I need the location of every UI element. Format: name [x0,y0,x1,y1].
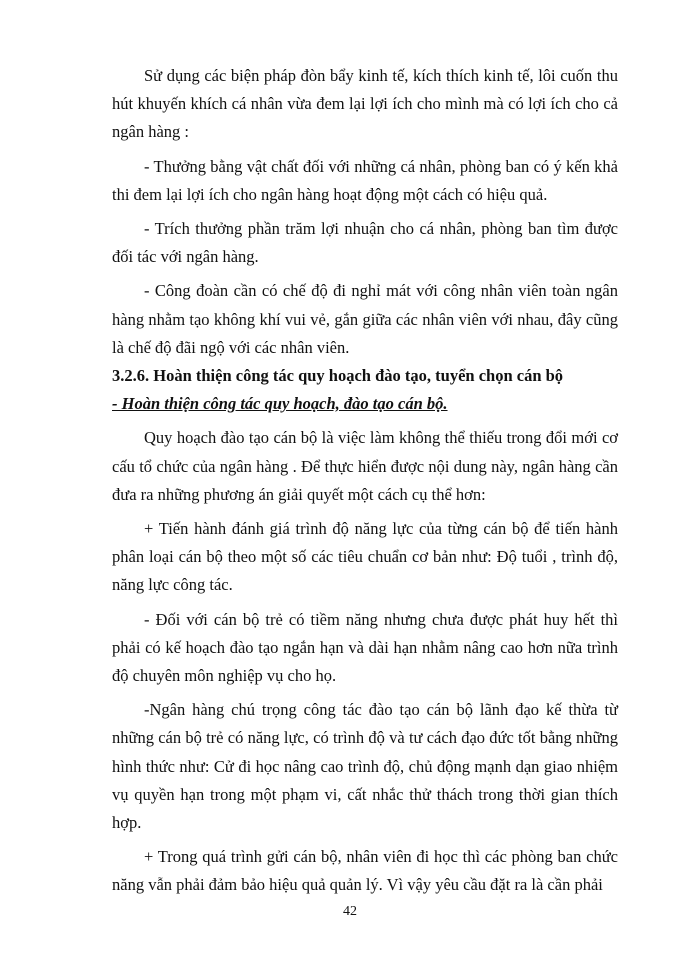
paragraph: Sử dụng các biện pháp đòn bẩy kinh tế, kích thích kinh tế, lôi cuốn thu hút khuyến khích cá nhân vừa đem lại lợi ích cho mình mà có lợi ích cho cả ngân hàng : [112,66,618,142]
paragraph: + Trong quá trình gửi cán bộ, nhân viên đi học thì các phòng ban chức năng vẫn phải đảm bảo hiệu quả quản lý. Vì vậy yêu cầu đặt ra là cần phải [112,847,618,895]
paragraph: - Trích thưởng phần trăm lợi nhuận cho cá nhân, phòng ban tìm được đối tác với ngân hàng. [112,219,618,267]
document-body [112,62,618,900]
paragraph: - Thưởng bằng vật chất đối với những cá nhân, phòng ban có ý kến khả thi đem lại lợi ích cho ngân hàng hoạt động một cách có hiệu quả. [112,156,618,204]
paragraph: - Đối với cán bộ trẻ có tiềm năng nhưng chưa được phát huy hết thì phải có kế hoạch đào tạo ngắn hạn và dài hạn nhằm nâng cao hơn nữa trình độ chuyên môn nghiệp vụ cho họ. [112,609,618,686]
paragraph: Quy hoạch đào tạo cán bộ là việc làm không thể thiếu trong đổi mới cơ cấu tổ chức của ngân hàng . Để thực hiển được nội dung này, ngân hàng cần đưa ra những phương án giải quyết một cách cụ thể hơn: [112,428,618,504]
paragraph: -Ngân hàng chú trọng công tác đào tạo cán bộ lãnh đạo kế thừa từ những cán bộ trẻ có năng lực, có trình độ và tư cách đạo đức tốt bằng những hình thức như: Cử đi học nâng cao trình độ, chủ động mạnh dạn giao nhiệm vụ quyền hạn trong một phạm vi, cất nhắc thử thách trong thời gian thích hợp. [112,700,618,833]
paragraph: + Tiến hành đánh giá trình độ năng lực của từng cán bộ để tiến hành phân loại cán bộ theo một số các tiêu chuẩn cơ bản như: Độ tuổi , trình độ, năng lực công tác. [112,519,618,595]
page-number: 42 [343,904,357,919]
subsection-heading: - Hoàn thiện công tác quy hoạch, đào tạo cán bộ. [112,394,448,414]
paragraph: - Công đoàn cần có chế độ đi nghỉ mát với công nhân viên toàn ngân hàng nhằm tạo không khí vui vẻ, gắn giữa các nhân viên với nhau, đây cũng là chế độ đãi ngộ với các nhân viên. [112,281,618,357]
section-heading: 3.2.6. Hoàn thiện công tác quy hoạch đào tạo, tuyển chọn cán bộ [112,366,564,386]
